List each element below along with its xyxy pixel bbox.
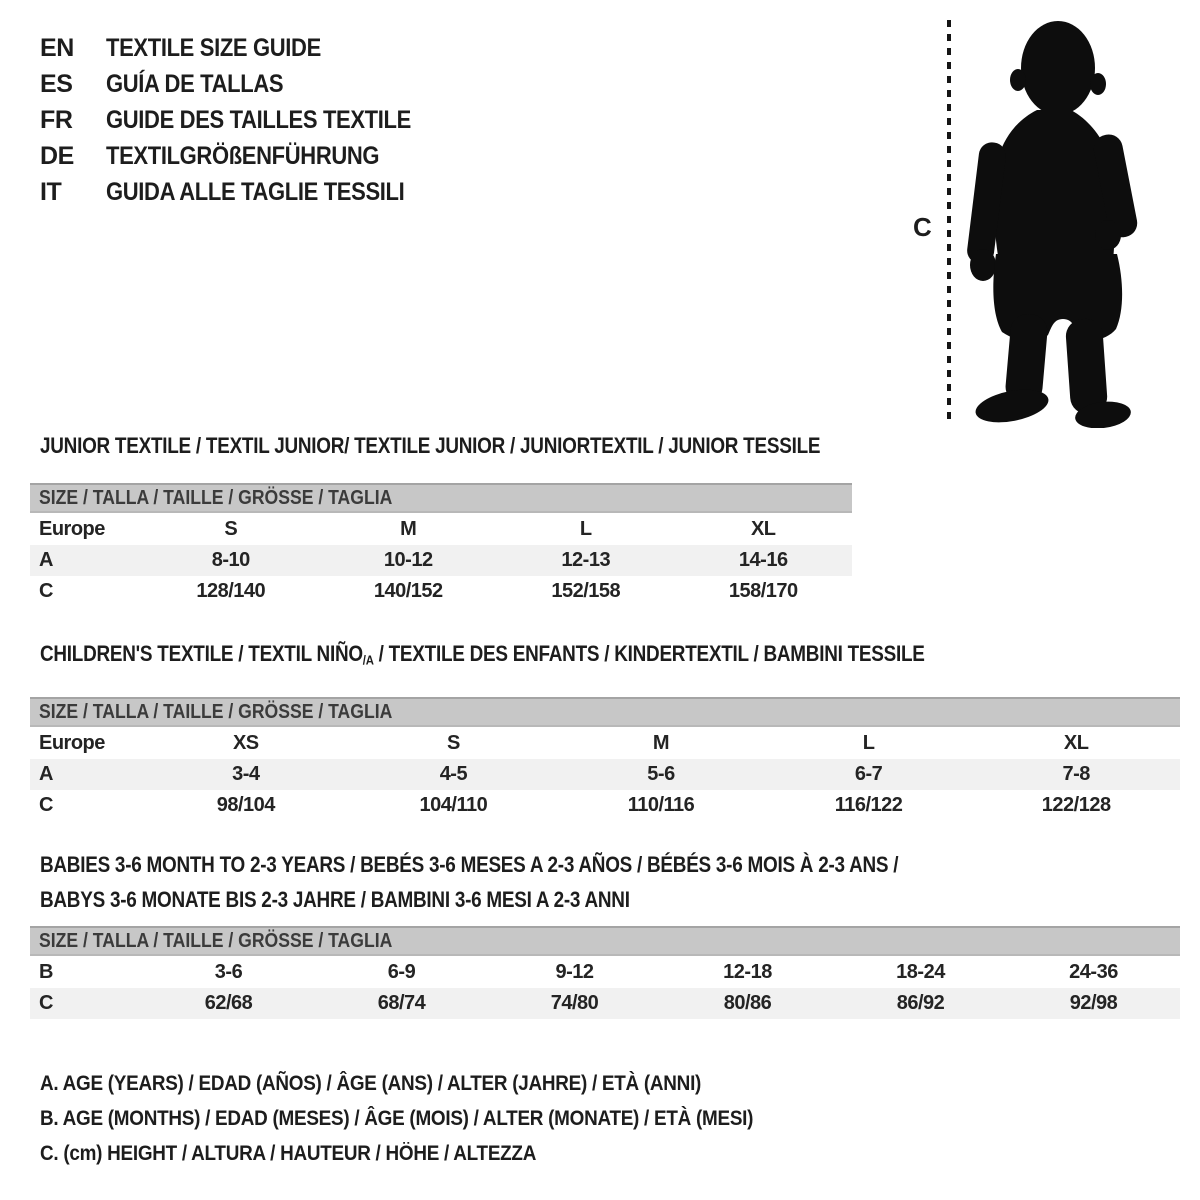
size-cell: 5-6 <box>647 762 675 785</box>
row-label: Europe <box>39 731 105 754</box>
row-label: C <box>39 793 53 816</box>
table-row <box>30 759 1180 790</box>
language-title: GUÍA DE TALLAS <box>106 70 284 98</box>
size-cell: M <box>652 731 670 754</box>
table-row <box>30 790 1180 821</box>
size-cell: 3-4 <box>232 762 260 785</box>
size-cell: 6-9 <box>387 961 416 983</box>
language-code: DE <box>40 142 74 170</box>
footnote-a: A. AGE (YEARS) / EDAD (AÑOS) / ÂGE (ANS) / ALTER (JAHRE) / ETÀ (ANNI) <box>40 1072 702 1095</box>
size-cell: 7-8 <box>1062 762 1090 785</box>
babies-section-title-line2: BABYS 3-6 MONATE BIS 2-3 JAHRE / BAMBINI 3-6 MESI A 2-3 ANNI <box>40 887 630 912</box>
children-size-table <box>30 728 1180 821</box>
table-row <box>30 514 852 545</box>
language-row <box>40 102 453 138</box>
size-cell: 68/74 <box>377 992 426 1014</box>
size-cell: 98/104 <box>216 793 275 816</box>
size-cell: 12-18 <box>723 961 772 983</box>
language-title: GUIDE DES TAILLES TEXTILE <box>106 106 411 134</box>
measure-label-c: C <box>913 212 932 242</box>
size-cell: M <box>400 518 417 540</box>
row-label: A <box>39 549 53 571</box>
footnotes <box>40 1066 832 1171</box>
language-code: IT <box>40 178 62 206</box>
size-cell: 10-12 <box>383 549 433 571</box>
size-cell: 140/152 <box>373 580 443 602</box>
table-row <box>30 988 1180 1019</box>
table-row <box>30 545 852 576</box>
toddler-figure <box>895 12 1175 437</box>
junior-section-title: JUNIOR TEXTILE / TEXTIL JUNIOR/ TEXTILE JUNIOR / JUNIORTEXTIL / JUNIOR TESSILE <box>40 433 821 458</box>
title-subscript: /A <box>362 652 374 668</box>
size-header-bar: SIZE / TALLA / TAILLE / GRÖSSE / TAGLIA <box>30 483 852 513</box>
size-cell: 92/98 <box>1069 992 1118 1014</box>
row-label: C <box>39 580 53 602</box>
size-cell: 9-12 <box>555 961 594 983</box>
language-row <box>40 138 453 174</box>
size-cell: 128/140 <box>196 580 266 602</box>
footnote-c: C. (cm) HEIGHT / ALTURA / HAUTEUR / HÖHE / ALTEZZA <box>40 1142 537 1165</box>
height-measure-line <box>947 20 951 424</box>
size-cell: 86/92 <box>896 992 945 1014</box>
language-title: GUIDA ALLE TAGLIE TESSILI <box>106 178 405 206</box>
table-row <box>30 728 1180 759</box>
size-cell: XS <box>232 731 259 754</box>
size-cell: 8-10 <box>211 549 250 571</box>
junior-section <box>30 434 852 607</box>
size-cell: 3-6 <box>214 961 243 983</box>
size-cell: S <box>446 731 460 754</box>
size-cell: 80/86 <box>723 992 772 1014</box>
language-header <box>40 30 453 210</box>
size-cell: 14-16 <box>738 549 788 571</box>
size-cell: 110/116 <box>627 793 695 816</box>
language-row <box>40 30 453 66</box>
babies-size-table <box>30 957 1180 1019</box>
language-code: EN <box>40 34 74 62</box>
language-title: TEXTILE SIZE GUIDE <box>106 34 321 62</box>
size-cell: L <box>862 731 875 754</box>
footnote-b: B. AGE (MONTHS) / EDAD (MESES) / ÂGE (MOIS) / ALTER (MONATE) / ETÀ (MESI) <box>40 1107 754 1130</box>
language-code: FR <box>40 106 73 134</box>
table-row <box>30 576 852 607</box>
size-cell: 116/122 <box>834 793 903 816</box>
size-cell: 24-36 <box>1069 961 1118 983</box>
row-label: Europe <box>39 518 105 540</box>
size-header-bar: SIZE / TALLA / TAILLE / GRÖSSE / TAGLIA <box>30 926 1180 956</box>
size-cell: 152/158 <box>551 580 621 602</box>
row-label: B <box>39 961 53 983</box>
junior-size-table <box>30 514 852 607</box>
size-cell: 104/110 <box>419 793 488 816</box>
size-cell: S <box>224 518 238 540</box>
size-cell: XL <box>1063 731 1089 754</box>
size-cell: L <box>579 518 592 540</box>
size-cell: 18-24 <box>896 961 945 983</box>
size-cell: 158/170 <box>728 580 798 602</box>
size-cell: 74/80 <box>550 992 599 1014</box>
size-cell: 62/68 <box>204 992 253 1014</box>
babies-section <box>30 847 1180 1019</box>
children-section-title: CHILDREN'S TEXTILE / TEXTIL $NIÑO_{/A}$ / TEXTILE DES ENFANTS / KINDERTEXTIL / BAMBINI TESSILE <box>40 641 925 668</box>
size-cell: 12-13 <box>561 549 611 571</box>
babies-section-title-line1: BABIES 3-6 MONTH TO 2-3 YEARS / BEBÉS 3-6 MESES A 2-3 AÑOS / BÉBÉS 3-6 MOIS À 2-3 ANS / <box>40 852 899 877</box>
size-cell: XL <box>750 518 776 540</box>
size-cell: 122/128 <box>1041 793 1111 816</box>
language-row <box>40 66 453 102</box>
language-row <box>40 174 453 210</box>
children-section <box>30 642 1180 821</box>
table-row <box>30 957 1180 988</box>
row-label: A <box>39 762 53 785</box>
toddler-silhouette-icon <box>965 16 1147 428</box>
language-code: ES <box>40 70 73 98</box>
size-header-bar: SIZE / TALLA / TAILLE / GRÖSSE / TAGLIA <box>30 697 1180 727</box>
row-label: C <box>39 992 53 1014</box>
size-cell: 6-7 <box>854 762 883 785</box>
language-title: TEXTILGRÖßENFÜHRUNG <box>106 142 380 170</box>
size-cell: 4-5 <box>439 762 468 785</box>
